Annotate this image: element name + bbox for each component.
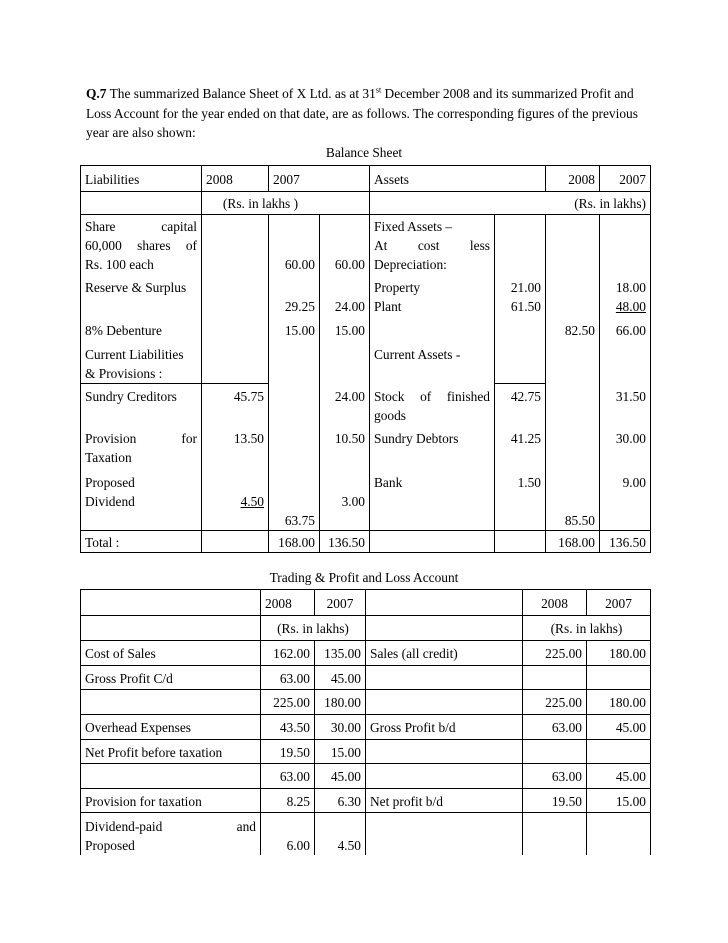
- assets-total-2007: 136.50: [600, 530, 651, 552]
- balance-sheet-caption: Balance Sheet: [325, 145, 403, 160]
- bs-assets-header: Assets: [370, 166, 546, 192]
- bs-units-left: (Rs. in lakhs ): [202, 192, 370, 215]
- pl-cell-right: [366, 690, 523, 715]
- pl-cell-r2008: 63.00: [523, 715, 587, 740]
- sundry-debtors-label: Sundry Debtors: [370, 425, 495, 467]
- bs-assets-2008-header: 2008: [546, 166, 600, 192]
- provision-tax-value: 13.50: [202, 425, 269, 467]
- sundry-creditors-2007: 24.00: [320, 384, 370, 425]
- pl-cell-l2008: 8.25: [261, 789, 315, 813]
- pl-cell-r2008: 225.00: [523, 690, 587, 715]
- pl-cell-r2008: [523, 666, 587, 690]
- bs-header-row: [81, 166, 651, 192]
- pl-row: [81, 690, 651, 715]
- bs-creditors-row: [81, 384, 651, 425]
- bs-reserve-row: [81, 274, 651, 316]
- pl-cell-right: [366, 764, 523, 789]
- question-sup: st: [375, 85, 382, 95]
- pl-cell-left: [81, 764, 261, 789]
- dividend-paid-2007: 4.50: [315, 813, 366, 856]
- pl-cell-l2007: 30.00: [315, 715, 366, 740]
- pl-cell-right: Net profit b/d: [366, 789, 523, 813]
- question-text-2: December 2008 and its summarized Profit and Loss Account for the year ended on that date, are as follows. The corresponding figures of the previous year are also shown:: [86, 86, 638, 140]
- bs-debenture-row: [81, 316, 651, 340]
- pl-cell-l2008: 63.00: [261, 666, 315, 690]
- bs-assets-2007-header: 2007: [600, 166, 651, 192]
- share-capital-label-2: 60,000 shares of: [85, 238, 197, 253]
- stock-label-2: goods: [374, 407, 406, 423]
- pl-cell-left: Cost of Sales: [81, 641, 261, 666]
- at-cost-label: At cost less: [374, 238, 490, 253]
- pl-cell-l2008: 225.00: [261, 690, 315, 715]
- dividend-value: 4.50: [240, 493, 264, 509]
- plant-label: Plant: [374, 299, 402, 314]
- bank-label: Bank: [370, 467, 495, 531]
- total-2008: 168.00: [269, 530, 320, 552]
- current-assets-total: 85.50: [546, 467, 600, 531]
- bs-tax-row: [81, 425, 651, 467]
- pl-units-row: [81, 616, 651, 641]
- bs-liabilities-header: Liabilities: [81, 166, 202, 192]
- fixed-assets-label: Fixed Assets –: [374, 219, 453, 234]
- dividend-label: Dividend: [85, 493, 135, 509]
- debenture-2007: 15.00: [320, 316, 370, 340]
- pl-right-2008-header: 2008: [523, 590, 587, 616]
- pl-cell-r2007: 180.00: [587, 690, 651, 715]
- pl-cell-l2008: 63.00: [261, 764, 315, 789]
- bank-2007: 9.00: [600, 467, 651, 531]
- pl-cell-l2007: 45.00: [315, 764, 366, 789]
- pl-left-2007-header: 2007: [315, 590, 366, 616]
- bank-value: 1.50: [495, 467, 546, 531]
- pl-cell-r2008: [523, 740, 587, 764]
- pl-cell-left: Provision for taxation: [81, 789, 261, 813]
- share-capital-label-1: Share capital: [85, 219, 197, 234]
- pl-cell-l2008: 162.00: [261, 641, 315, 666]
- pl-cell-right: [366, 740, 523, 764]
- pl-cell-r2007: [587, 666, 651, 690]
- pl-row: [81, 740, 651, 764]
- fixed-assets-total-2008: 82.50: [546, 316, 600, 340]
- bs-units-row: [81, 192, 651, 215]
- bs-dividend-row: [81, 467, 651, 531]
- pl-dividend-row: [81, 813, 651, 856]
- pl-row: [81, 641, 651, 666]
- pl-cell-l2008: 19.50: [261, 740, 315, 764]
- sundry-debtors-value: 41.25: [495, 425, 546, 467]
- pl-cell-r2007: 180.00: [587, 641, 651, 666]
- share-capital-2007: 60.00: [320, 215, 370, 275]
- stock-2007: 31.50: [600, 384, 651, 425]
- pl-cell-l2007: 135.00: [315, 641, 366, 666]
- pl-row: [81, 764, 651, 789]
- pl-row: [81, 715, 651, 740]
- pl-cell-left: Gross Profit C/d: [81, 666, 261, 690]
- pl-cell-right: Gross Profit b/d: [366, 715, 523, 740]
- sundry-creditors-value: 45.75: [202, 384, 269, 425]
- property-value-a: 21.00: [510, 280, 541, 295]
- pl-account-table: [80, 589, 651, 855]
- dividend-paid-label-2: Proposed: [85, 838, 135, 853]
- pl-cell-l2007: 6.30: [315, 789, 366, 813]
- provision-tax-label-1: Provision for: [85, 430, 197, 446]
- fixed-assets-total-2007: 66.00: [600, 316, 651, 340]
- share-capital-2008: 60.00: [269, 215, 320, 275]
- stock-value: 42.75: [495, 384, 546, 425]
- property-label: Property: [374, 280, 421, 295]
- depreciation-label: Depreciation:: [374, 257, 447, 272]
- provision-tax-label-2: Taxation: [85, 449, 132, 465]
- pl-cell-r2007: [587, 740, 651, 764]
- dividend-paid-label-1: Dividend-paid and: [85, 819, 256, 834]
- reserve-2008: 29.25: [269, 274, 320, 316]
- current-liabilities-label-2: & Provisions :: [85, 366, 163, 381]
- plant-value-a: 61.50: [510, 299, 541, 314]
- bs-2007-header: 2007: [269, 166, 370, 192]
- total-label: Total :: [81, 530, 202, 552]
- sundry-creditors-label: Sundry Creditors: [81, 384, 202, 425]
- pl-cell-l2007: 15.00: [315, 740, 366, 764]
- current-liabilities-label-1: Current Liabilities: [85, 347, 184, 362]
- property-value-b: 18.00: [615, 280, 646, 295]
- total-2007: 136.50: [320, 530, 370, 552]
- stock-label: Stock of finished: [374, 388, 490, 404]
- pl-cell-right: Sales (all credit): [366, 641, 523, 666]
- reserve-2007: 24.00: [320, 274, 370, 316]
- bs-2008-header: 2008: [202, 166, 269, 192]
- pl-row: [81, 666, 651, 690]
- pl-cell-l2007: 45.00: [315, 666, 366, 690]
- assets-total-2008: 168.00: [546, 530, 600, 552]
- bs-share-capital-row: [81, 215, 651, 275]
- sundry-debtors-2007: 30.00: [600, 425, 651, 467]
- plant-value-b: 48.00: [615, 299, 646, 314]
- provision-tax-2007: 10.50: [320, 425, 370, 467]
- pl-cell-r2008: 63.00: [523, 764, 587, 789]
- debenture-2008: 15.00: [269, 316, 320, 340]
- pl-cell-r2007: 45.00: [587, 764, 651, 789]
- share-capital-label-3: Rs. 100 each: [85, 257, 154, 272]
- dividend-paid-2008: 6.00: [261, 813, 315, 856]
- bs-units-right: (Rs. in lakhs): [370, 192, 651, 215]
- dividend-2007: 3.00: [320, 467, 370, 531]
- pl-cell-r2008: 225.00: [523, 641, 587, 666]
- pl-units-left: (Rs. in lakhs): [261, 616, 366, 641]
- question-text: [86, 84, 658, 143]
- balance-sheet-table: [80, 165, 651, 553]
- pl-cell-left: [81, 690, 261, 715]
- pl-cell-r2007: 15.00: [587, 789, 651, 813]
- pl-caption: Trading & Profit and Loss Account: [269, 570, 459, 585]
- reserve-label: Reserve & Surplus: [81, 274, 202, 316]
- pl-cell-r2007: 45.00: [587, 715, 651, 740]
- pl-row: [81, 789, 651, 813]
- pl-cell-l2008: 43.50: [261, 715, 315, 740]
- pl-left-2008-header: 2008: [261, 590, 315, 616]
- proposed-label: Proposed: [85, 474, 135, 490]
- bs-total-row: [81, 530, 651, 552]
- pl-cell-right: [366, 666, 523, 690]
- pl-cell-left: Overhead Expenses: [81, 715, 261, 740]
- pl-right-2007-header: 2007: [587, 590, 651, 616]
- pl-cell-l2007: 180.00: [315, 690, 366, 715]
- pl-header-row: [81, 590, 651, 616]
- pl-cell-left: Net Profit before taxation: [81, 740, 261, 764]
- current-liabilities-total: 63.75: [269, 467, 320, 531]
- question-text-1: The summarized Balance Sheet of X Ltd. as at 31: [109, 86, 376, 101]
- bs-current-liabilities-row: [81, 340, 651, 384]
- pl-cell-r2008: 19.50: [523, 789, 587, 813]
- question-number: Q.7: [86, 86, 107, 101]
- debenture-label: 8% Debenture: [81, 316, 202, 340]
- pl-units-right: (Rs. in lakhs): [523, 616, 651, 641]
- current-assets-label: Current Assets -: [370, 340, 495, 384]
